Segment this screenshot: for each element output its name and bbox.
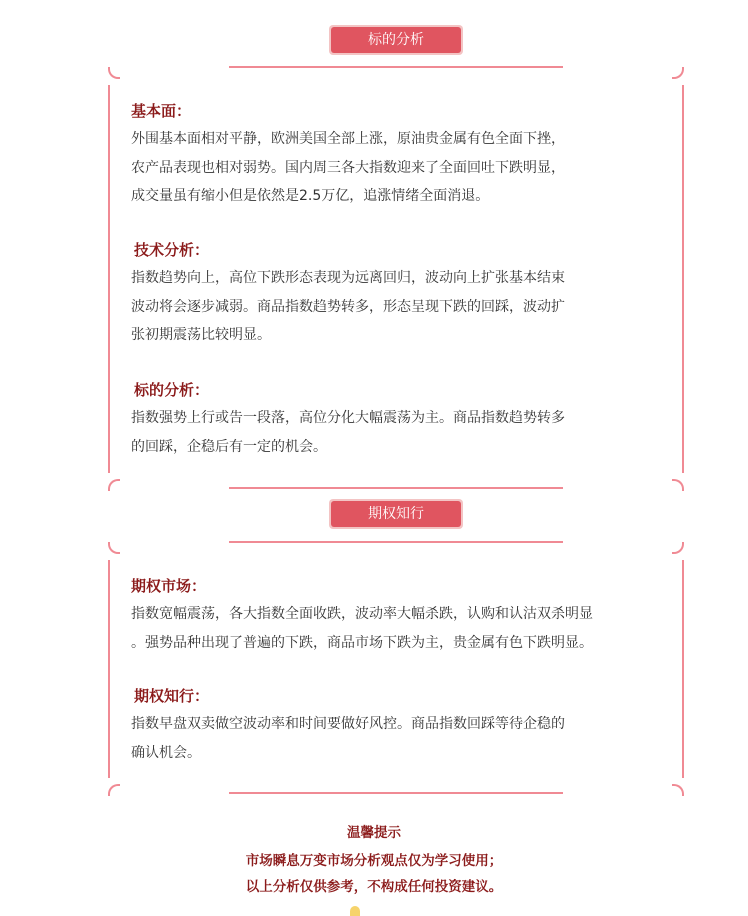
paragraph-line: 确认机会。: [131, 744, 201, 761]
underlying-heading: 标的分析：: [134, 381, 210, 399]
paragraph-line: 指数早盘双卖做空波动率和时间要做好风控。商品指数回踩等待企稳的: [131, 716, 565, 732]
paragraph-line: 指数强势上行或告一段落，高位分化大幅震荡为主。商品指数趋势转多: [131, 410, 565, 426]
paragraph-line: 张初期震荡比较明显。: [131, 327, 271, 343]
paragraph-line: 的回踩，企稳后有一定的机会。: [131, 438, 327, 455]
paragraph-line: 指数趋势向上，高位下跌形态表现为远离回归，波动向上扩张基本结束: [131, 270, 565, 286]
tip-line: 市场瞬息万变市场分析观点仅为学习使用；: [245, 853, 503, 869]
section-badge-analysis: [329, 25, 463, 55]
options-action-text: [131, 710, 651, 767]
fundamentals-block: [131, 100, 651, 211]
divider: [229, 487, 563, 489]
section-badge-label: 标的分析: [331, 27, 461, 53]
options-market-block: [131, 575, 651, 657]
options-action-heading: 期权知行：: [134, 687, 210, 705]
fundamentals-heading: 基本面：: [131, 102, 192, 120]
tip-title: 温馨提示: [347, 825, 401, 841]
divider: [229, 792, 563, 794]
paragraph-line: 指数宽幅震荡，各大指数全面收跌，波动率大幅杀跌，认购和认沽双杀明显: [131, 606, 593, 622]
technical-heading: 技术分析：: [134, 241, 210, 259]
underlying-block: [134, 379, 654, 401]
paragraph-line: 。强势品种出现了普遍的下跌，商品市场下跌为主，贵金属有色下跌明显。: [131, 634, 593, 651]
technical-block: [134, 239, 654, 261]
options-market-heading: 期权市场：: [131, 577, 207, 595]
paragraph-line: 波动将会逐步减弱。商品指数趋势转多，形态呈现下跌的回踩，波动扩: [131, 298, 565, 315]
section-badge-options: [329, 499, 463, 529]
paragraph-line: 成交量虽有缩小但是依然是2.5万亿，追涨情绪全面消退。: [131, 188, 490, 204]
underlying-text: [131, 404, 651, 461]
options-action-block: [134, 685, 654, 707]
tip-line: 以上分析仅供参考，不构成任何投资建议。: [245, 879, 503, 895]
technical-text: [131, 264, 651, 350]
paragraph-line: 农产品表现也相对弱势。国内周三各大指数迎来了全面回吐下跌明显，: [131, 159, 565, 176]
section-badge-label: 期权知行: [331, 501, 461, 527]
paragraph-line: 外围基本面相对平静，欧洲美国全部上涨，原油贵金属有色全面下挫，: [131, 131, 565, 147]
decoration-dot: [350, 906, 360, 916]
